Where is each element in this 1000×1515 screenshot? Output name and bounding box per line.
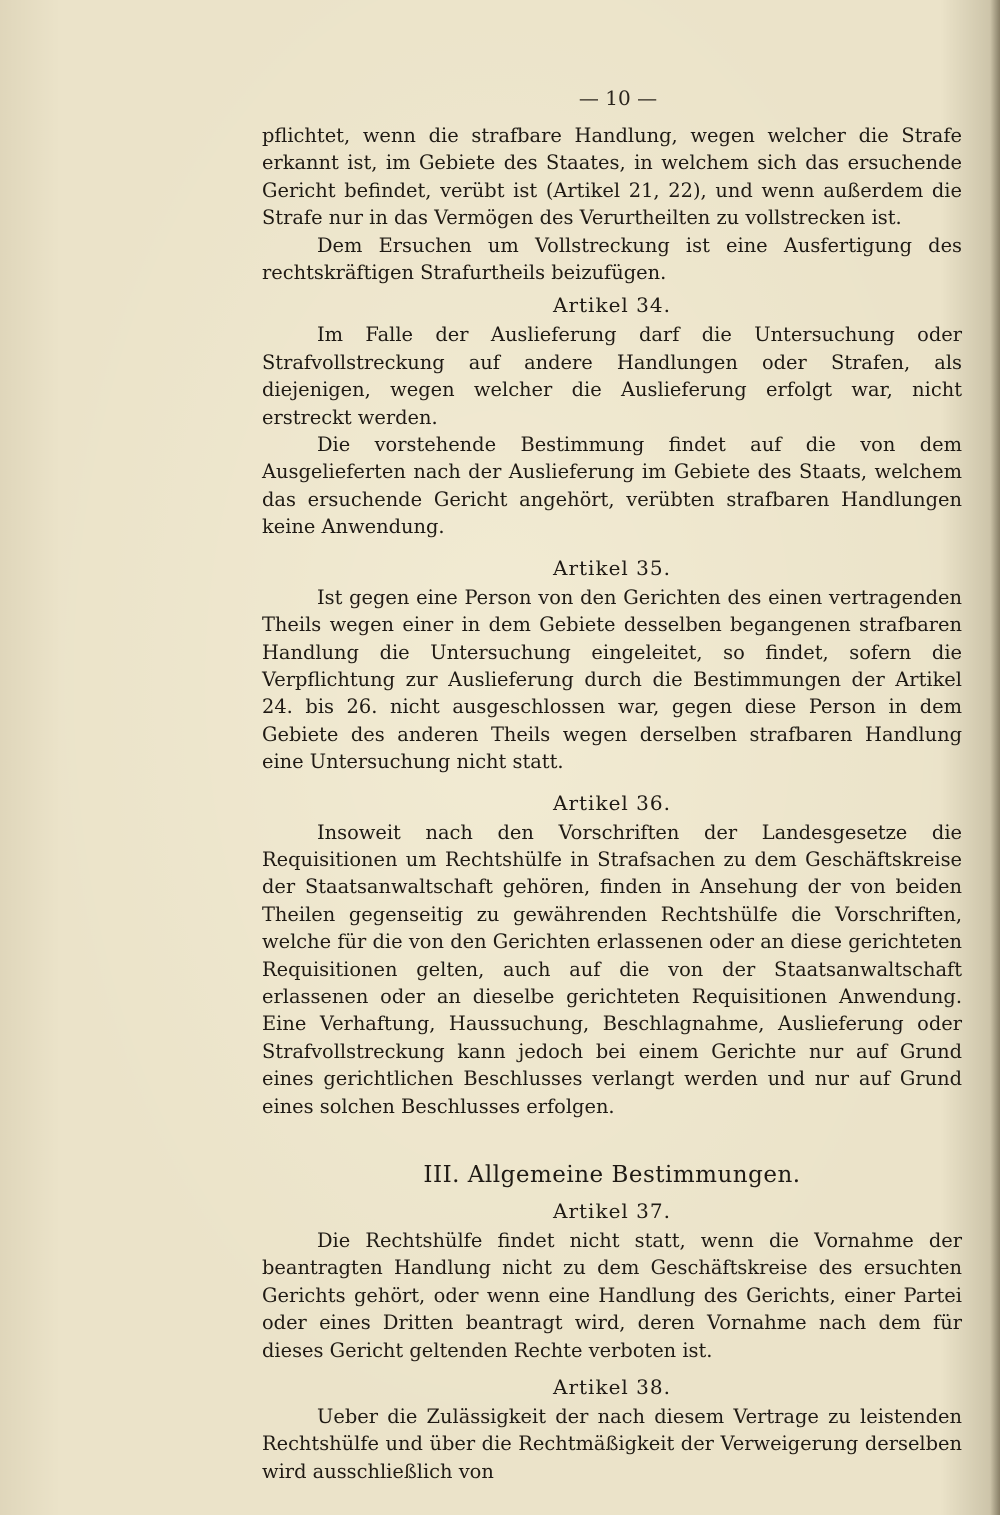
article-38-heading: Artikel 38. bbox=[553, 1375, 671, 1400]
article-34-paragraph-1: Im Falle der Auslieferung darf die Untersuchung oder Strafvollstreckung auf andere Handlungen oder Strafen, als diejenigen, wegen welcher die Auslieferung erfolgt war, nicht erstreckt werden. bbox=[262, 323, 962, 429]
article-36-heading: Artikel 36. bbox=[553, 790, 671, 815]
page-edge-shadow bbox=[990, 0, 1000, 1515]
article-34-paragraph-2: Die vorstehende Bestimmung findet auf die von dem Ausgelieferten nach der Auslieferung im Gebiete des Staats, welchem das ersuchende Gericht angehört, verübten strafbaren Handlungen keine Anwendung. bbox=[262, 433, 962, 539]
article-38-paragraph: Ueber die Zulässigkeit der nach diesem Vertrage zu leistenden Rechtshülfe und über die Rechtmäßigkeit der Verweigerung derselben wird ausschließlich von bbox=[262, 1405, 962, 1483]
article-36-paragraph: Insoweit nach den Vorschriften der Landesgesetze die Requisitionen um Rechtshülfe in Strafsachen zu dem Geschäftskreise der Staatsanwaltschaft gehören, finden in Ansehung der von beiden Theilen gegenseitig zu gewährenden Rechtshülfe die Vorschriften, welche für die von den Gerichten erlassenen oder an diese gerichteten Requisitionen gelten, auch auf die von der Staatsanwaltschaft erlassenen oder an dieselbe gerichteten Requisitionen Anwendung. Eine Verhaftung, Haussuchung, Beschlagnahme, Auslieferung oder Strafvollstreckung kann jedoch bei einem Gerichte nur auf Grund eines gerichtlichen Beschlusses verlangt werden und nur auf Grund eines solchen Beschlusses erfolgen. bbox=[262, 820, 962, 1118]
article-37-heading: Artikel 37. bbox=[553, 1199, 671, 1223]
section-heading: III. Allgemeine Bestimmungen. bbox=[423, 1162, 801, 1188]
paragraph-ersuchen: Dem Ersuchen um Vollstreckung ist eine Ausfertigung des rechtskräftigen Strafurtheils beizufügen. bbox=[262, 233, 962, 285]
paragraph-continuation: pflichtet, wenn die strafbare Handlung, wegen welcher die Strafe erkannt ist, im Gebiete des Staates, in welchem sich das ersuchende Gericht befindet, verübt ist (Artikel 21, 22), und wenn außerdem die Strafe nur in das Vermögen des Verurtheilten zu vollstrecken ist. bbox=[262, 124, 962, 230]
page-number: — 10 — bbox=[578, 86, 658, 110]
article-35-heading: Artikel 35. bbox=[553, 555, 671, 580]
article-35-paragraph: Ist gegen eine Person von den Gerichten des einen vertragenden Theils wegen einer in dem Gebiete desselben begangenen strafbaren Handlung die Untersuchung eingeleitet, so findet, sofern die Verpflichtung zur Auslieferung durch die Bestimmungen der Artikel 24. bis 26. nicht ausgeschlossen war, gegen diese Person in dem Gebiete des anderen Theils wegen derselben strafbaren Handlung eine Untersuchung nicht statt. bbox=[262, 585, 962, 774]
document-body bbox=[262, 122, 962, 1485]
article-34-heading: Artikel 34. bbox=[553, 293, 671, 318]
article-37-paragraph: Die Rechtshülfe findet nicht statt, wenn die Vornahme der beantragten Handlung nicht zu dem Geschäftskreise des ersuchten Gerichts gehört, oder wenn eine Handlung des Gerichts, einer Partei oder eines Dritten beantragt wird, deren Vornahme nach dem für dieses Gericht geltenden Rechte verboten ist. bbox=[262, 1229, 962, 1362]
